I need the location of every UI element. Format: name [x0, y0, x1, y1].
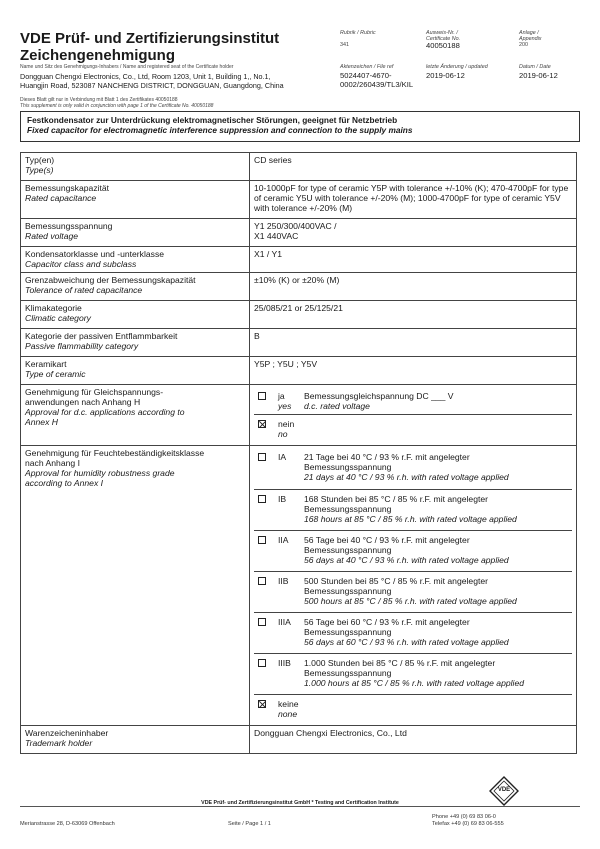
row-label-climatic: [21, 301, 250, 329]
label-de: Grenzabweichung der Bemessungskapazität: [25, 275, 196, 285]
file-ref-block: [340, 64, 413, 89]
row-value-dc-approval: [250, 385, 577, 446]
footer-phone: Phone +49 (0) 69 83 06-0: [432, 814, 496, 820]
footer-page-number: Seite / Page 1 / 1: [228, 821, 271, 827]
row-value-capacitance: 10-1000pF for type of ceramic Y5P with tolerance +/-10% (K); 470-4700pF for type of ceramic Y5U with tolerance +/-20% (M); 1000-4700pF for type of ceramic Y5V with tolerance +/-20% (M): [250, 181, 577, 219]
label-en: Type(s): [25, 165, 54, 175]
option-de: nein: [278, 419, 295, 429]
grade-code: IIB: [278, 576, 289, 586]
checkbox-checked-icon[interactable]: [258, 420, 266, 428]
humidity-grade-iib: [254, 572, 572, 613]
footer-divider: [20, 806, 580, 807]
option-code: [278, 697, 304, 720]
appendix-block: [519, 30, 541, 48]
humidity-grade-ia: [254, 448, 572, 490]
checkbox-checked-icon[interactable]: [258, 700, 266, 708]
validity-note: [20, 97, 340, 109]
grade-en: 56 days at 40 °C / 93 % r.h. with rated voltage applied: [304, 555, 509, 565]
grade-de: 21 Tage bei 40 °C / 93 % r.F. mit angelegter: [304, 452, 470, 462]
row-value-tolerance: ±10% (K) or ±20% (M): [250, 273, 577, 301]
grade-de: 500 Stunden bei 85 °C / 85 % r.F. mit angelegter: [304, 576, 489, 586]
grade-de: Bemessungsspannung: [304, 462, 392, 472]
table-row: [21, 726, 577, 754]
date-label: Datum / Date: [519, 64, 551, 70]
row-label-type: [21, 153, 250, 181]
label-de: Typ(en): [25, 155, 55, 165]
label-en: Passive flammability category: [25, 341, 139, 351]
row-label-flammability: [21, 329, 250, 357]
grade-de: 56 Tage bei 40 °C / 93 % r.F. mit angelegter: [304, 535, 470, 545]
label-de: Klimakategorie: [25, 303, 82, 313]
updated-value: 2019-06-12: [426, 71, 465, 80]
option-code: [278, 417, 304, 440]
humidity-grade-ib: [254, 490, 572, 531]
holder-label: Name und Sitz des Genehmigungs-Inhabers / Name and registered seat of the Certificate holder: [20, 64, 234, 70]
row-value-trademark: Dongguan Chengxi Electronics, Co., Ltd: [250, 726, 577, 754]
file-ref-label: Aktenzeichen / File ref: [340, 64, 394, 70]
table-row: [21, 329, 577, 357]
product-description-en: Fixed capacitor for electromagnetic interference suppression and connection to the supply mains: [27, 125, 413, 135]
certificate-no-block: [426, 30, 460, 51]
table-row: [21, 153, 577, 181]
checkbox-unchecked-icon[interactable]: [258, 453, 266, 461]
dc-option-yes: [254, 387, 572, 415]
appendix-label-2: Appendix: [519, 36, 542, 42]
appendix-value: 200: [519, 42, 528, 48]
table-row: [21, 385, 577, 446]
product-description-de: Festkondensator zur Unterdrückung elektromagnetischer Störungen, geeignet für Netzbetrieb: [27, 115, 398, 125]
checkbox-unchecked-icon[interactable]: [258, 659, 266, 667]
checkbox-unchecked-icon[interactable]: [258, 536, 266, 544]
product-description-box: [20, 111, 580, 142]
grade-de: Bemessungsspannung: [304, 586, 392, 596]
row-value-ceramic: Y5P ; Y5U ; Y5V: [250, 357, 577, 385]
voltage-line-2: X1 440VAC: [254, 231, 299, 241]
table-row: [21, 273, 577, 301]
rubric-label: Rubrik / Rubric: [340, 30, 376, 36]
label-en: Trademark holder: [25, 738, 93, 748]
grade-de: 1.000 Stunden bei 85 °C / 85 % r.F. mit angelegter: [304, 658, 496, 668]
label-en: Rated capacitance: [25, 193, 97, 203]
grade-text: [304, 533, 568, 568]
label-en: Type of ceramic: [25, 369, 86, 379]
appendix-label-1: Anlage /: [519, 30, 539, 36]
option-text-de: Bemessungsgleichspannung DC ___ V: [304, 391, 454, 401]
holder-address: [20, 73, 340, 90]
row-label-voltage: [21, 219, 250, 247]
humidity-grade-iiib: [254, 654, 572, 695]
label-de: Kondensatorklasse und -unterklasse: [25, 249, 165, 259]
row-value-class: X1 / Y1: [250, 247, 577, 273]
option-en: no: [278, 429, 288, 439]
table-row: [21, 446, 577, 726]
label-en: Climatic category: [25, 313, 91, 323]
table-row: [21, 301, 577, 329]
label-en: Annex H: [25, 417, 58, 427]
voltage-line-1: Y1 250/300/400VAC /: [254, 221, 337, 231]
grade-en: 56 days at 60 °C / 93 % r.h. with rated voltage applied: [304, 637, 509, 647]
row-label-capacitance: [21, 181, 250, 219]
label-en: Rated voltage: [25, 231, 79, 241]
checkbox-unchecked-icon[interactable]: [258, 495, 266, 503]
grade-text: [304, 656, 568, 691]
label-de: nach Anhang I: [25, 458, 80, 468]
option-de: ja: [278, 391, 285, 401]
label-de: Warenzeicheninhaber: [25, 728, 109, 738]
checkbox-unchecked-icon[interactable]: [258, 392, 266, 400]
humidity-grade-iiia: [254, 613, 572, 654]
option-text: [304, 389, 568, 411]
certificate-number: 40050188: [426, 41, 460, 50]
file-ref-line-2: 0002/260439/TL3/KIL: [340, 79, 414, 89]
rubric-value: 341: [340, 42, 349, 48]
grade-de: 56 Tage bei 60 °C / 93 % r.F. mit angelegter: [304, 617, 470, 627]
row-label-trademark: [21, 726, 250, 754]
row-label-dc-approval: [21, 385, 250, 446]
label-en: Capacitor class and subclass: [25, 259, 137, 269]
row-label-ceramic: [21, 357, 250, 385]
grade-code: IIA: [278, 535, 289, 545]
grade-text: [304, 615, 568, 650]
row-label-class: [21, 247, 250, 273]
checkbox-unchecked-icon[interactable]: [258, 618, 266, 626]
label-en: according to Annex I: [25, 478, 104, 488]
rubric-block: [340, 30, 376, 48]
footer-institute: VDE Prüf- und Zertifizierungsinstitut GmbH * Testing and Certification Institute: [201, 800, 399, 806]
label-de: anwendungen nach Anhang H: [25, 397, 141, 407]
option-text-en: d.c. rated voltage: [304, 401, 370, 411]
row-value-flammability: B: [250, 329, 577, 357]
note-line-2: This supplement is only valid in conjunction with page 1 of the Certificate No. 40050188: [20, 103, 214, 109]
label-de: Bemessungsspannung: [25, 221, 113, 231]
grade-text: [304, 450, 568, 486]
row-value-voltage: [250, 219, 577, 247]
option-de: keine: [278, 699, 299, 709]
row-label-tolerance: [21, 273, 250, 301]
table-row: [21, 357, 577, 385]
table-row: [21, 219, 577, 247]
grade-de: 168 Stunden bei 85 °C / 85 % r.F. mit angelegter: [304, 494, 489, 504]
grade-de: Bemessungsspannung: [304, 545, 392, 555]
checkbox-unchecked-icon[interactable]: [258, 577, 266, 585]
date-value: 2019-06-12: [519, 71, 558, 80]
label-de: Kategorie der passiven Entflammbarkeit: [25, 331, 178, 341]
updated-block: [426, 64, 488, 81]
holder-line-2: Huangjin Road, 523087 NANCHENG DISTRICT, DONGGUAN, Guangdong, China: [20, 80, 284, 90]
certificate-label-2: Certificate No.: [426, 36, 461, 42]
grade-en: 21 days at 40 °C / 93 % r.h. with rated voltage applied: [304, 472, 509, 482]
table-row: [21, 247, 577, 273]
grade-code: IIIB: [278, 658, 291, 668]
label-en: Tolerance of rated capacitance: [25, 285, 143, 295]
title-line-2: Zeichengenehmigung: [20, 47, 176, 64]
vde-logo-icon: [488, 776, 520, 806]
grade-en: 1.000 hours at 85 °C / 85 % r.h. with rated voltage applied: [304, 678, 525, 688]
specification-table: [20, 152, 577, 754]
footer-address: Merianstrasse 28, D-63069 Offenbach: [20, 821, 115, 827]
grade-code: IIIA: [278, 617, 291, 627]
logo-text: VDE: [497, 787, 511, 793]
label-en: Approval for humidity robustness grade: [25, 468, 175, 478]
option-code: [278, 389, 304, 411]
footer-fax: Telefax +49 (0) 69 83 06-555: [432, 821, 504, 827]
certificate-label-1: Ausweis-Nr. /: [426, 30, 458, 36]
row-value-type: CD series: [250, 153, 577, 181]
row-label-humidity-approval: [21, 446, 250, 726]
row-value-humidity-approval: [250, 446, 577, 726]
date-block: [519, 64, 558, 81]
title-line-1: VDE Prüf- und Zertifizierungsinstitut: [20, 30, 280, 47]
grade-code: IB: [278, 494, 287, 504]
grade-en: 168 hours at 85 °C / 85 % r.h. with rated voltage applied: [304, 514, 517, 524]
grade-text: [304, 492, 568, 527]
label-en: Approval for d.c. applications according to: [25, 407, 185, 417]
dc-option-no: [254, 415, 572, 443]
humidity-grade-none: [254, 695, 572, 723]
grade-de: Bemessungsspannung: [304, 668, 392, 678]
grade-de: Bemessungsspannung: [304, 627, 392, 637]
label-de: Genehmigung für Feuchtebeständigkeitsklasse: [25, 448, 205, 458]
note-line-1: Dieses Blatt gilt nur in Verbindung mit Blatt 1 des Zertifikates 40050188: [20, 97, 178, 103]
humidity-grade-iia: [254, 531, 572, 572]
option-en: none: [278, 709, 298, 719]
grade-code: IA: [278, 452, 287, 462]
grade-de: Bemessungsspannung: [304, 504, 392, 514]
label-de: Keramikart: [25, 359, 67, 369]
row-value-climatic: 25/085/21 or 25/125/21: [250, 301, 577, 329]
option-en: yes: [278, 401, 292, 411]
grade-text: [304, 574, 568, 609]
table-row: [21, 181, 577, 219]
grade-en: 500 hours at 85 °C / 85 % r.h. with rated voltage applied: [304, 596, 517, 606]
holder-line-1: Dongguan Chengxi Electronics, Co., Ltd, Room 1203, Unit 1, Building 1,, No.1,: [20, 72, 271, 81]
document-title: [20, 30, 279, 64]
file-ref-line-1: 5024407-4670-: [340, 71, 392, 80]
label-de: Genehmigung für Gleichspannungs-: [25, 387, 164, 397]
updated-label: letzte Änderung / updated: [426, 64, 488, 70]
label-de: Bemessungskapazität: [25, 183, 110, 193]
